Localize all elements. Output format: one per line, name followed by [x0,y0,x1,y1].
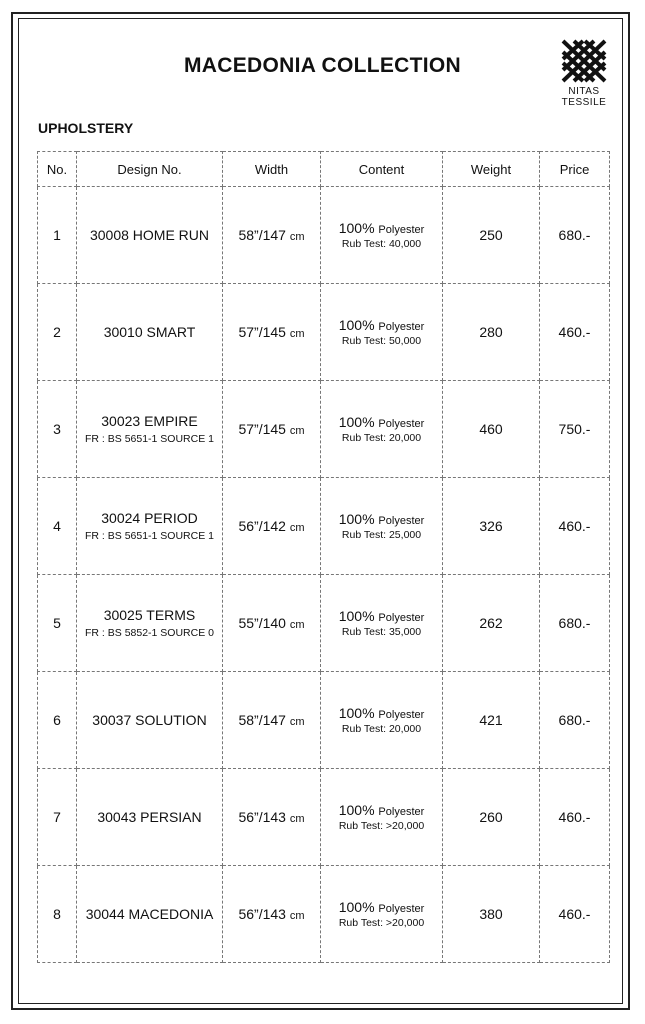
design-name: 30044 MACEDONIA [85,906,214,922]
cell-content [321,769,443,866]
cell-no: 3 [38,381,77,478]
cell-content [321,478,443,575]
cell-no: 5 [38,575,77,672]
cell-weight: 280 [443,284,540,381]
cell-width [223,866,321,963]
content-material: Polyester [378,321,425,333]
cell-width [223,672,321,769]
content-percent: 100% [338,802,375,818]
content-material: Polyester [378,806,425,818]
cell-no: 8 [38,866,77,963]
design-name: 30043 PERSIAN [97,809,202,825]
content-percent: 100% [338,414,375,430]
cell-price: 750.- [540,381,610,478]
rub-test: Rub Test: 20,000 [341,432,422,444]
cell-content [321,381,443,478]
cell-weight: 250 [443,187,540,284]
table-row [38,672,610,769]
brand-logo [556,38,612,108]
cell-design [77,672,223,769]
col-header-content: Content [321,152,443,187]
cell-no: 6 [38,672,77,769]
cell-width [223,187,321,284]
cell-content [321,284,443,381]
table-row [38,478,610,575]
design-name: 30025 TERMS [103,607,196,623]
table-row [38,769,610,866]
content-material: Polyester [378,903,425,915]
cell-no: 2 [38,284,77,381]
content-material: Polyester [378,709,425,721]
cell-width [223,575,321,672]
width-unit: cm [289,910,305,922]
cell-width [223,381,321,478]
table-row [38,575,610,672]
width-value: 58”/147 [238,712,286,728]
content-material: Polyester [378,515,425,527]
content-material: Polyester [378,612,425,624]
content-material: Polyester [378,418,425,430]
width-unit: cm [289,716,305,728]
col-header-design: Design No. [77,152,223,187]
width-value: 58”/147 [238,227,286,243]
cell-width [223,478,321,575]
table-row [38,187,610,284]
width-value: 57”/145 [238,421,286,437]
width-value: 56”/142 [238,518,286,534]
cell-design [77,284,223,381]
width-value: 55”/140 [238,615,286,631]
table-header-row [38,152,610,187]
rub-test: Rub Test: 20,000 [341,723,422,735]
content-percent: 100% [338,705,375,721]
rub-test: Rub Test: >20,000 [338,820,425,832]
content-percent: 100% [338,220,375,236]
cell-design [77,478,223,575]
fr-rating: FR : BS 5651-1 SOURCE 1 [85,433,214,445]
rub-test: Rub Test: 40,000 [341,238,422,250]
design-name: 30010 SMART [103,324,196,340]
cell-price: 680.- [540,672,610,769]
cell-design [77,187,223,284]
cell-price: 680.- [540,575,610,672]
cell-price: 680.- [540,187,610,284]
width-unit: cm [289,619,305,631]
section-heading: UPHOLSTERY [38,120,134,136]
col-header-width: Width [223,152,321,187]
design-name: 30037 SOLUTION [92,712,207,728]
width-unit: cm [289,425,305,437]
rub-test: Rub Test: >20,000 [338,917,425,929]
col-header-price: Price [540,152,610,187]
cell-content [321,672,443,769]
content-material: Polyester [378,224,425,236]
width-value: 57”/145 [238,324,286,340]
rub-test: Rub Test: 50,000 [341,335,422,347]
cell-price: 460.- [540,284,610,381]
table-row [38,284,610,381]
cell-no: 7 [38,769,77,866]
content-percent: 100% [338,899,375,915]
content-percent: 100% [338,511,375,527]
width-unit: cm [289,231,305,243]
width-unit: cm [289,813,305,825]
fr-rating: FR : BS 5852-1 SOURCE 0 [85,627,214,639]
price-table [37,151,610,963]
cell-price: 460.- [540,866,610,963]
cell-no: 4 [38,478,77,575]
woven-logo-icon [560,38,608,84]
cell-price: 460.- [540,478,610,575]
design-name: 30023 EMPIRE [101,413,198,429]
width-unit: cm [289,522,305,534]
cell-weight: 262 [443,575,540,672]
cell-content [321,575,443,672]
design-name: 30008 HOME RUN [89,227,210,243]
logo-line-1: NITAS [568,86,600,97]
width-unit: cm [289,328,305,340]
cell-width [223,284,321,381]
width-value: 56”/143 [238,906,286,922]
cell-price: 460.- [540,769,610,866]
rub-test: Rub Test: 35,000 [341,626,422,638]
cell-weight: 260 [443,769,540,866]
content-percent: 100% [338,317,375,333]
fr-rating: FR : BS 5651-1 SOURCE 1 [85,530,214,542]
col-header-no: No. [38,152,77,187]
width-value: 56”/143 [238,809,286,825]
cell-weight: 326 [443,478,540,575]
cell-content [321,187,443,284]
content-percent: 100% [338,608,375,624]
cell-width [223,769,321,866]
cell-weight: 421 [443,672,540,769]
col-header-weight: Weight [443,152,540,187]
cell-weight: 460 [443,381,540,478]
cell-weight: 380 [443,866,540,963]
logo-line-2: TESSILE [561,97,607,108]
cell-content [321,866,443,963]
cell-design [77,866,223,963]
rub-test: Rub Test: 25,000 [341,529,422,541]
cell-design [77,769,223,866]
design-name: 30024 PERIOD [101,510,198,526]
table-row [38,866,610,963]
table-row [38,381,610,478]
cell-no: 1 [38,187,77,284]
cell-design [77,575,223,672]
cell-design [77,381,223,478]
page-title: MACEDONIA COLLECTION [183,54,462,77]
